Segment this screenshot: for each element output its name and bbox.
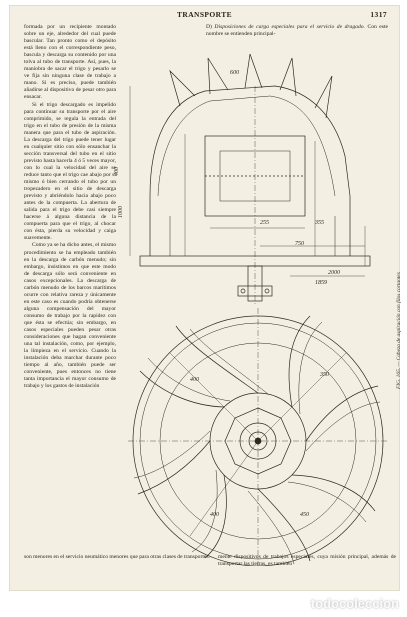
dim-label: 400 — [190, 377, 199, 383]
figure-caption: FIG. 165. — Cabeza de aspiración con filos cortantes — [396, 272, 402, 389]
book-page — [10, 6, 402, 590]
right-column-head — [206, 24, 388, 38]
bottom-left-text: son menores en el servicio neumático menores que para otras clases de transportes. — [24, 554, 210, 560]
dim-label: 1000 — [118, 206, 124, 218]
curved-blade — [292, 475, 375, 511]
dim-label: 750 — [295, 241, 304, 247]
page-number: 1317 — [370, 10, 387, 19]
dim-label: 350 — [320, 372, 329, 378]
section-title: Disposiciones de carga especiales para el servicio de dragado. — [214, 24, 365, 30]
plan-view — [128, 308, 388, 566]
watermark: todocoleccion — [310, 596, 399, 611]
technical-drawing — [110, 46, 405, 566]
paragraph-2: Si el trigo descargado es impelido para continuar su transporte por el aire comprimido, se regula la entrada del trigo en el tubo de presión de la misma manera que para el tubo de aspiración. La descarga del trigo puede tener lugar en cualquier sitio con sólo ensanchar la sección transversal del tubo en el sitio previsto hasta hacerla 4 ó 5 veces mayor, con lo cual la velocidad del aire se reduce tanto que el trigo cae abajo por sí mismo ó bien cerrando el tubo por un tropezadero en el sitio de descarga previsto y abriéndolo hacia abajo poco antes de la compuerta. La abertura de salida para el trigo debe casi siempre hacerse á alguna distancia de la compuerta para que el trigo, al chocar con ésta, pierda su velocidad y caiga suavemente. — [24, 101, 116, 242]
section-label: D) — [206, 24, 212, 30]
bottom-right-text: mente dispositivos de trabajos especiales, cuya misión principal, además de transportar las tierras, es también — [218, 554, 396, 568]
dim-label: 400 — [114, 167, 120, 176]
elevation-view — [130, 54, 370, 306]
page-header — [10, 10, 399, 20]
blade — [170, 71, 195, 106]
dim-label: 600 — [230, 70, 239, 76]
paragraph-1: formada por un recipiente montado sobre un eje, alrededor del cual puede bascular. Tan pronto como el depósito está lleno con el correspondiente peso, bascula y descarga su contenido por una tolva al tubo de transporte. Así, pues, la maniobra de sacar el trigo y pesarlo se ve fija sin ninguna clase de trabajo a mano. Si es preciso, puede también añadirse al dispositivo de pesar otro para ensacar. — [24, 24, 116, 101]
dim-label: 400 — [210, 512, 219, 518]
curved-blade — [306, 386, 378, 441]
dim-label: 355 — [315, 220, 324, 226]
curved-blade — [289, 316, 310, 407]
housing-outline — [150, 86, 350, 196]
running-title: TRANSPORTE — [177, 10, 232, 19]
section-text: Con este nombre se entienden principal- — [206, 24, 388, 38]
dim-label: 450 — [300, 512, 309, 518]
paragraph-3: Como ya se ha dicho antes, el mismo procedimiento se ha empleado también en la descarga de carbón menudo; sin embargo, insistimos en que este modo de descarga sólo será conveniente en casos excepcionales. La descarga de carbón menudo de los barcos marítimos ocurre con relativa rareza y únicamente en este caso es cuando podría obtenerse alguna compensación del mayor consumo de trabajo por la rapidez con que ésta se efectúa; sin embargo, en casos especiales pueden pesar otras consideraciones que hagan conveniente una tal instalación, como, por ejemplo, la limpieza en el servicio. Cuando la instalación deba marchar durante poco tiempo al año, también puede ser conveniente, pues entonces no tiene tanta importancia el mayor consumo de trabajo y los gastos de instalación — [24, 242, 116, 390]
dim-label: 2000 — [328, 270, 340, 276]
curved-blade — [140, 371, 224, 407]
blade — [280, 58, 296, 96]
blade — [245, 54, 262, 88]
blade — [208, 58, 228, 94]
dim-label: 1859 — [315, 280, 327, 286]
dim-label: 255 — [260, 220, 269, 226]
blade — [315, 76, 332, 118]
curved-blade — [176, 326, 258, 393]
